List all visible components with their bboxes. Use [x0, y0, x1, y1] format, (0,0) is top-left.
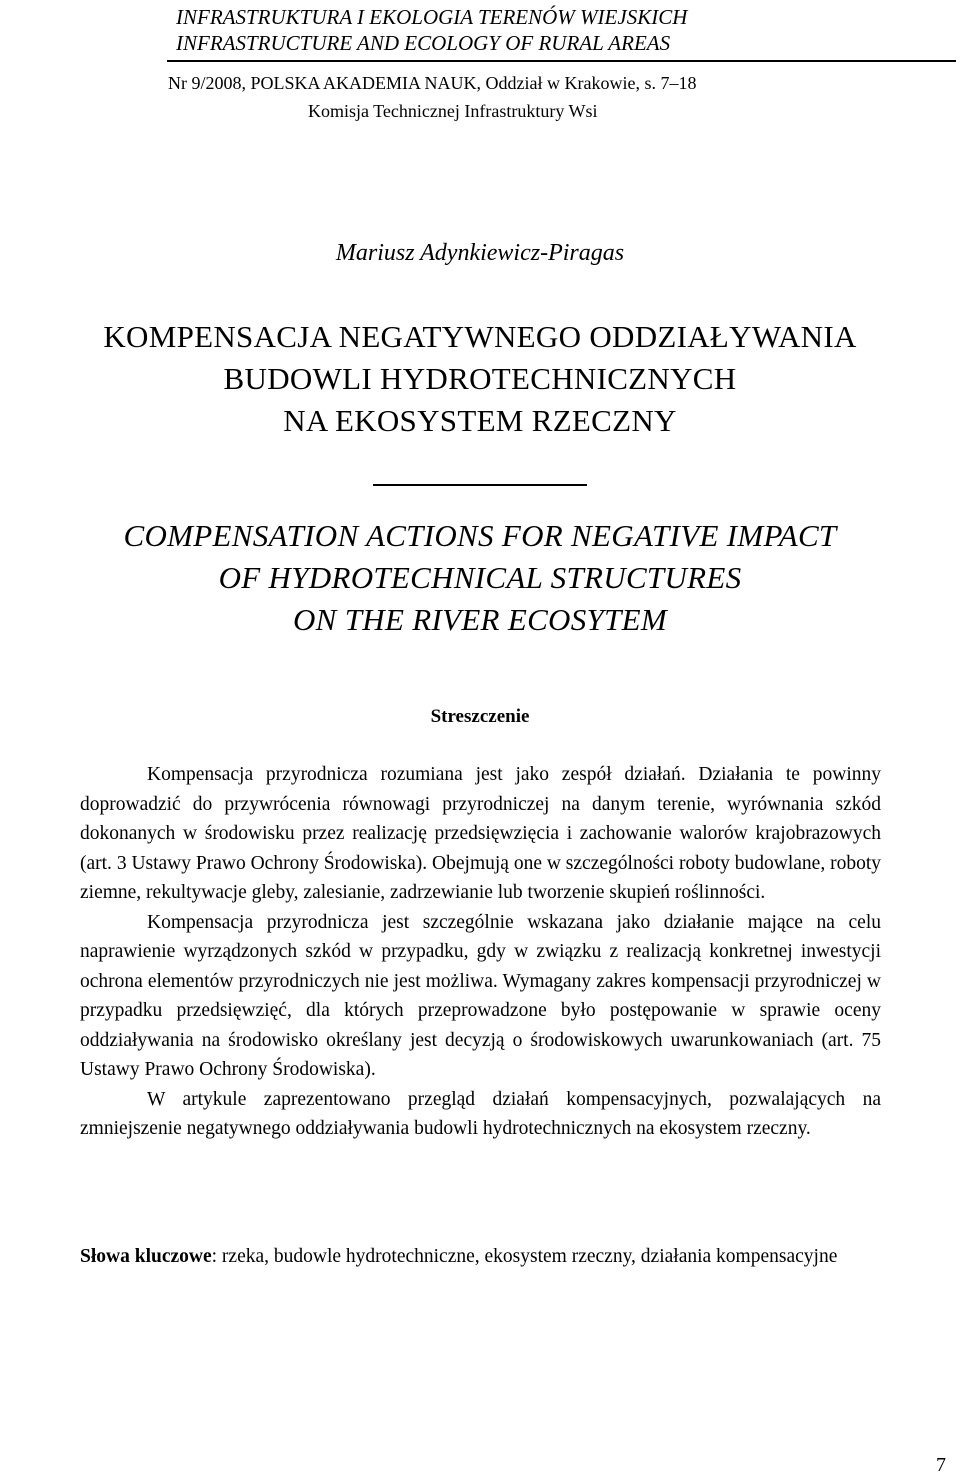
title-polish [0, 316, 960, 442]
title-pl-line: KOMPENSACJA NEGATYWNEGO ODDZIAŁYWANIA [103, 319, 857, 354]
title-divider [373, 484, 587, 486]
title-en-line: ON THE RIVER ECOSYTEM [293, 602, 667, 637]
journal-title-pl: INFRASTRUKTURA I EKOLOGIA TERENÓW WIEJSKICH [176, 5, 688, 29]
header-rule [167, 60, 956, 62]
title-en-line: COMPENSATION ACTIONS FOR NEGATIVE IMPACT [123, 518, 837, 553]
title-english [0, 515, 960, 641]
keywords-label: Słowa kluczowe [80, 1246, 212, 1267]
journal-title-en: INFRASTRUCTURE AND ECOLOGY OF RURAL AREAS [176, 31, 671, 55]
title-pl-line: NA EKOSYSTEM RZECZNY [283, 403, 677, 438]
issue-info: Nr 9/2008, POLSKA AKADEMIA NAUK, Oddział w Krakowie, s. 7–18 [168, 73, 697, 93]
title-en-line: OF HYDROTECHNICAL STRUCTURES [218, 560, 742, 595]
abstract-heading: Streszczenie [430, 706, 530, 727]
abstract-paragraph: Kompensacja przyrodnicza jest szczególnie wskazana jako działanie mające na celu naprawienie wyrządzonych szkód w przypadku, gdy w związku z realizacją konkretnej inwestycji ochrona elementów przyrodniczych nie jest możliwa. Wymagany zakres kompensacji przyrodniczej w przypadku przedsięwzięć, dla których przeprowadzone było postępowanie w sprawie oceny oddziaływania na środowisko określany jest decyzją o środowiskowych uwarunkowaniach (art. 75 Ustawy Prawo Ochrony Środowiska). [80, 911, 881, 1080]
abstract-paragraph: W artykule zaprezentowano przegląd działań kompensacyjnych, pozwalających na zmniejszenie negatywnego oddziaływania budowli hydrotechnicznych na ekosystem rzeczny. [80, 1088, 881, 1139]
author-name: Mariusz Adynkiewicz-Piragas [335, 240, 625, 266]
abstract-body [80, 760, 881, 1144]
title-pl-line: BUDOWLI HYDROTECHNICZNYCH [223, 361, 737, 396]
keywords-block [80, 1242, 881, 1272]
committee-name: Komisja Technicznej Infrastruktury Wsi [308, 101, 598, 121]
abstract-paragraph: Kompensacja przyrodnicza rozumiana jest jako zespół działań. Działania te powinny doprowadzić do przywrócenia równowagi przyrodniczej na danym terenie, wyrównania szkód dokonanych w środowisku przez realizację przedsięwzięcia i zachowanie walorów krajobrazowych (art. 3 Ustawy Prawo Ochrony Środowiska). Obejmują one w szczególności roboty budowlane, roboty ziemne, rekultywacje gleby, zalesianie, zadrzewianie lub tworzenie skupień roślinności. [80, 764, 881, 903]
page-number: 7 [936, 1454, 946, 1476]
keywords-text: : rzeka, budowle hydrotechniczne, ekosystem rzeczny, działania kompensacyjne [211, 1246, 838, 1267]
